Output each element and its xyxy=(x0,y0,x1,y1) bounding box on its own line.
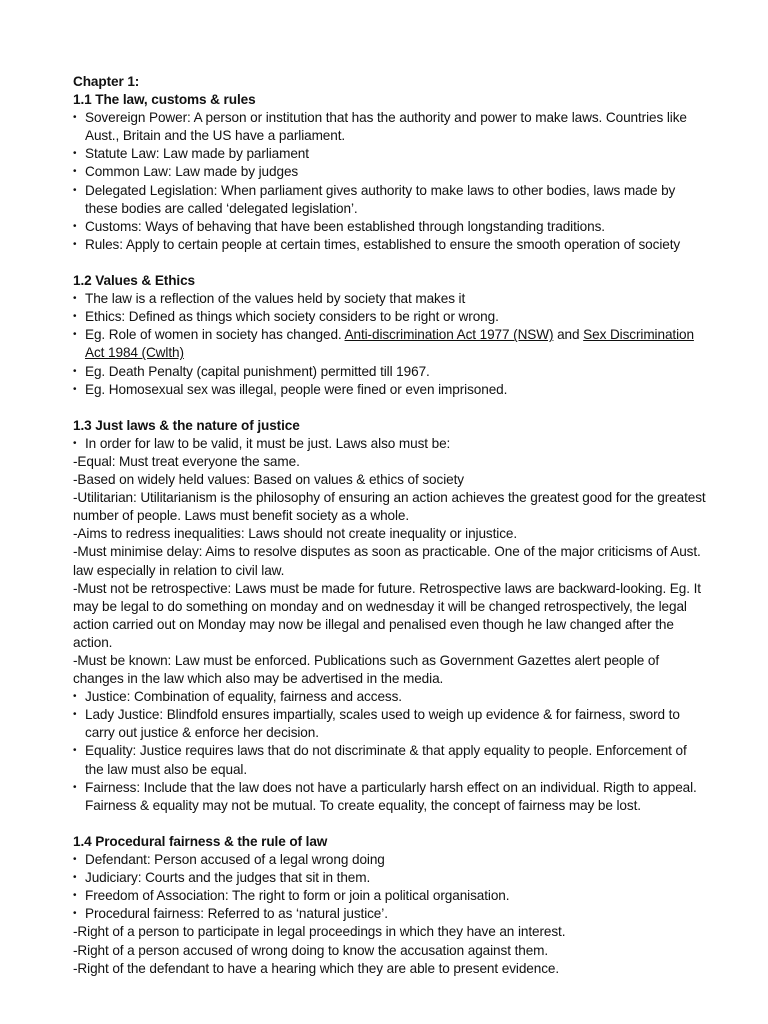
list-item: • Sovereign Power: A person or institution that has the authority and power to make laws. Countries like Aust., Britain and the US have a parliament. xyxy=(73,109,708,145)
chapter-heading: Chapter 1: xyxy=(73,74,140,89)
dash-item: -Must minimise delay: Aims to resolve disputes as soon as practicable. One of the major criticisms of Aust. law especially in relation to civil law. xyxy=(73,544,701,578)
link-anti-discrimination-act[interactable]: Anti-discrimination Act 1977 (NSW) xyxy=(344,327,554,343)
list-item: • Freedom of Association: The right to form or join a political organisation. xyxy=(73,887,708,905)
list-item: • Statute Law: Law made by parliament xyxy=(73,145,708,163)
section-heading-1-4: 1.4 Procedural fairness & the rule of law xyxy=(73,833,328,849)
section-heading-1-1: 1.1 The law, customs & rules xyxy=(73,92,256,108)
list-item: • The law is a reflection of the values held by society that makes it xyxy=(73,290,708,308)
link-sex-discrimination-act[interactable]: Sex Discrimination Act 1984 (Cwlth) xyxy=(85,327,694,361)
list-item: • Ethics: Defined as things which society considers to be right or wrong. xyxy=(73,308,708,326)
list-item: • Lady Justice: Blindfold ensures impartially, scales used to weigh up evidence & for fairness, sword to carry out justice & enforce her decision. xyxy=(73,706,708,742)
dash-item: -Must be known: Law must be enforced. Publications such as Government Gazettes alert people of changes in the law which also may be advertised in the media. xyxy=(73,653,660,687)
list-item: • Delegated Legislation: When parliament gives authority to make laws to other bodies, laws made by these bodies are called ‘delegated legislation’. xyxy=(73,182,708,218)
list-item: • Equality: Justice requires laws that do not discriminate & that apply equality to people. Enforcement of the law must also be equal. xyxy=(73,742,708,778)
dash-item: -Right of a person accused of wrong doing to know the accusation against them. xyxy=(73,942,549,958)
list-item: • Common Law: Law made by judges xyxy=(73,163,708,181)
list-item: • Fairness: Include that the law does not have a particularly harsh effect on an individual. Rigth to appeal. Fairness & equality may not be mutual. To create equality, the concept of fairness may be lost. xyxy=(73,779,708,815)
dash-item: -Aims to redress inequalities: Laws should not create inequality or injustice. xyxy=(73,526,518,542)
list-item-with-links xyxy=(73,326,708,362)
dash-item: -Equal: Must treat everyone the same. xyxy=(73,453,300,469)
section-heading-1-2: 1.2 Values & Ethics xyxy=(73,273,196,289)
dash-item: -Based on widely held values: Based on values & ethics of society xyxy=(73,472,464,488)
list-item: • Eg. Death Penalty (capital punishment) permitted till 1967. xyxy=(73,363,708,381)
text: and xyxy=(553,327,584,343)
list-item: • Eg. Homosexual sex was illegal, people were fined or even imprisoned. xyxy=(73,381,708,399)
text: Eg. Role of women in society has changed. xyxy=(85,327,345,343)
list-item: • Procedural fairness: Referred to as ‘natural justice’. xyxy=(73,905,708,923)
list-item: • Rules: Apply to certain people at certain times, established to ensure the smooth operation of society xyxy=(73,236,708,254)
dash-item: -Utilitarian: Utilitarianism is the philosophy of ensuring an action achieves the greatest good for the greatest number of people. Laws must benefit society as a whole. xyxy=(73,490,706,524)
list-item: • Judiciary: Courts and the judges that sit in them. xyxy=(73,869,708,887)
list-item: • Customs: Ways of behaving that have been established through longstanding traditions. xyxy=(73,218,708,236)
dash-item: -Right of the defendant to have a hearing which they are able to present evidence. xyxy=(73,960,560,976)
list-item: • In order for law to be valid, it must be just. Laws also must be: xyxy=(73,435,708,453)
list-item: • Justice: Combination of equality, fairness and access. xyxy=(73,688,708,706)
list-item: • Defendant: Person accused of a legal wrong doing xyxy=(73,851,708,869)
section-heading-1-3: 1.3 Just laws & the nature of justice xyxy=(73,417,300,433)
dash-item: -Right of a person to participate in legal proceedings in which they have an interest. xyxy=(73,924,566,940)
dash-item: -Must not be retrospective: Laws must be made for future. Retrospective laws are backward-looking. Eg. It may be legal to do something on monday and on wednesday it will be changed retrospectively, the legal action carried out on Monday may now be illegal and penalised even though he law changed after the action. xyxy=(73,580,701,650)
